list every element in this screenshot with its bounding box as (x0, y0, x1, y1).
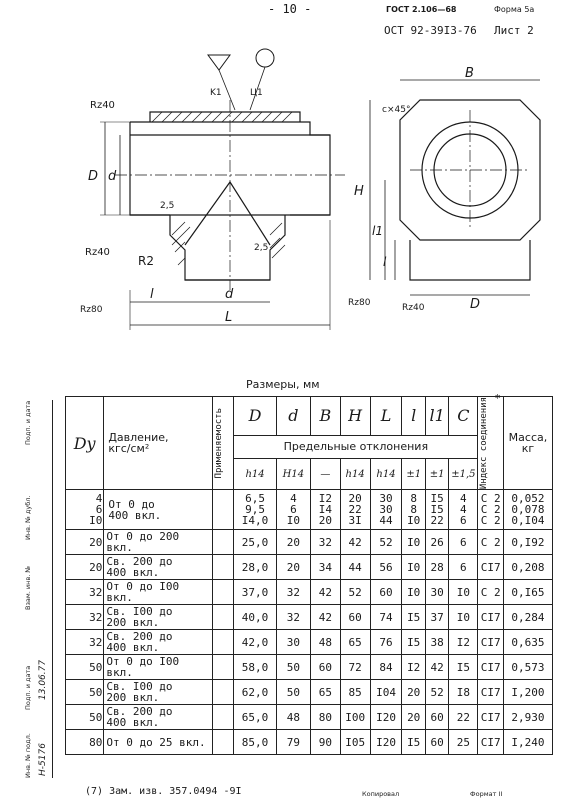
pressure-cell: От 0 до I00 вкл. (104, 580, 213, 605)
table-row (66, 730, 553, 755)
cell-d: 20 (276, 555, 310, 580)
signature-date: 13.06.77 (38, 659, 48, 700)
cell-H: I00 (340, 705, 370, 730)
cell-B: 90 (310, 730, 340, 755)
cell-l1: 60 (425, 705, 448, 730)
cell-d: 48 (276, 705, 310, 730)
cell-C: I5 (449, 655, 478, 680)
col-mass: Масса, кг (503, 397, 552, 490)
dim-d-label: d (108, 169, 117, 184)
roughness-label: Rz40 (85, 247, 110, 258)
form-ref: Форма 5а (494, 5, 535, 14)
col-D: D (234, 397, 277, 436)
spec-table (65, 392, 553, 755)
cell-C: 6 (449, 555, 478, 580)
technical-drawing (60, 40, 560, 385)
cell-d: 79 (276, 730, 310, 755)
cell-B: 48 (310, 630, 340, 655)
dy-cell: 50 (66, 705, 104, 730)
g1-l1: I5 I5 22 (425, 490, 448, 530)
cell-mass: 0,I92 (503, 530, 552, 555)
cell-index: СI7 (478, 605, 504, 630)
dim-c45-label: c×45° (382, 105, 411, 115)
table-row (66, 490, 553, 530)
g1-L: 30 30 44 (370, 490, 402, 530)
cell-index: С 2 (478, 530, 504, 555)
col-B: B (310, 397, 340, 436)
cell-l: I0 (402, 580, 425, 605)
cell-l: I0 (402, 555, 425, 580)
cell-l1: 60 (425, 730, 448, 755)
tri-label: Ц1 (250, 88, 263, 98)
dy-cell: 50 (66, 680, 104, 705)
dy-cell: 20 (66, 555, 104, 580)
cell-C: I2 (449, 630, 478, 655)
cell-l1: 42 (425, 655, 448, 680)
dy-cell: 32 (66, 630, 104, 655)
tolerance-header: Предельные отклонения (234, 435, 478, 458)
cell-mass: 0,573 (503, 655, 552, 680)
cell-d: 32 (276, 580, 310, 605)
cell-index: СI7 (478, 655, 504, 680)
cell-d: 32 (276, 605, 310, 630)
cell-mass: 2,930 (503, 705, 552, 730)
dim-D-right-label: D (470, 297, 481, 312)
cell-D: 25,0 (234, 530, 277, 555)
cell-L: 76 (370, 630, 402, 655)
cell-l1: 26 (425, 530, 448, 555)
cell-C: 22 (449, 705, 478, 730)
pressure-cell: Св. I00 до 200 вкл. (104, 680, 213, 705)
dim-l-label: l (150, 287, 154, 302)
dim-H-label: H (354, 184, 364, 199)
cell-d: 20 (276, 530, 310, 555)
cell-H: 52 (340, 580, 370, 605)
dim-B-label: B (465, 66, 474, 81)
col-d: d (276, 397, 310, 436)
col-pressure-label: Давление, (108, 431, 169, 445)
cell-l: 20 (402, 680, 425, 705)
cell-l: I2 (402, 655, 425, 680)
format-label: Формат II (470, 790, 503, 798)
col-applicability: Применяемость (212, 397, 233, 490)
cell-d: 50 (276, 680, 310, 705)
tol: H14 (276, 459, 310, 490)
cell-B: 34 (310, 555, 340, 580)
dy-cell: 32 (66, 605, 104, 630)
cell-H: 85 (340, 680, 370, 705)
cell-mass: I,240 (503, 730, 552, 755)
gost-ref: ГОСТ 2.106—68 (386, 5, 457, 14)
cell-index: СI7 (478, 730, 504, 755)
cell-D: 37,0 (234, 580, 277, 605)
cell-L: I20 (370, 705, 402, 730)
cell-index: С 2 (478, 580, 504, 605)
table-caption: Размеры, мм (246, 378, 320, 391)
cone (185, 182, 270, 245)
g1-D: 6,5 9,5 I4,0 (234, 490, 277, 530)
cell-l: I5 (402, 730, 425, 755)
cell-B: 60 (310, 655, 340, 680)
top-boss (150, 112, 300, 122)
roughness-label: Rz40 (402, 303, 425, 313)
pressure-cell: Св. 200 до 400 вкл. (104, 555, 213, 580)
dy-cell: 32 (66, 580, 104, 605)
cell-index: СI7 (478, 705, 504, 730)
cell-l1: 52 (425, 680, 448, 705)
radius-label: R2 (138, 254, 154, 268)
cell-L: 74 (370, 605, 402, 630)
cell-l: 20 (402, 705, 425, 730)
cell-C: 6 (449, 530, 478, 555)
cell-H: 65 (340, 630, 370, 655)
cell-D: 40,0 (234, 605, 277, 630)
cell-l1: 37 (425, 605, 448, 630)
change-note: (7) Зам. изв. 357.0494 -9I (85, 786, 242, 797)
pressure-cell: Св. I00 до 200 вкл. (104, 605, 213, 630)
dy-cell: 4 6 I0 (66, 490, 104, 530)
g1-H: 20 22 3I (340, 490, 370, 530)
applicability-cell (212, 530, 233, 555)
cell-l: I0 (402, 530, 425, 555)
cell-H: I05 (340, 730, 370, 755)
roughness-label: Rz80 (348, 298, 371, 308)
cell-B: 42 (310, 605, 340, 630)
cell-d: 50 (276, 655, 310, 680)
cell-L: 60 (370, 580, 402, 605)
cell-B: 32 (310, 530, 340, 555)
table-row (66, 530, 553, 555)
g1-l: 8 8 I0 (402, 490, 425, 530)
cell-L: 56 (370, 555, 402, 580)
cell-C: I8 (449, 680, 478, 705)
table-row (66, 605, 553, 630)
cell-l1: 30 (425, 580, 448, 605)
cell-L: I04 (370, 680, 402, 705)
cell-C: I0 (449, 580, 478, 605)
inventory-number: Н-5176 (38, 743, 48, 776)
col-pressure-unit: кгс/см² (108, 442, 150, 456)
cell-index: СI7 (478, 555, 504, 580)
table-row (66, 680, 553, 705)
cell-H: 60 (340, 605, 370, 630)
applicability-cell (212, 730, 233, 755)
side-label: Подп. и дата (24, 400, 32, 445)
page-number: - 10 - (268, 2, 312, 16)
cell-mass: 0,I65 (503, 580, 552, 605)
dim-l-right-label: l (383, 255, 387, 269)
tol: h14 (370, 459, 402, 490)
cell-D: 42,0 (234, 630, 277, 655)
tol: ±1 (425, 459, 448, 490)
table-row (66, 705, 553, 730)
cell-C: I0 (449, 605, 478, 630)
g1-index: С 2 С 2 С 2 (478, 490, 504, 530)
cell-d: 30 (276, 630, 310, 655)
cell-mass: 0,635 (503, 630, 552, 655)
tri-label: K1 (210, 88, 222, 98)
side-label: Инв. № дубл. (24, 495, 32, 540)
tol: — (310, 459, 340, 490)
cell-D: 58,0 (234, 655, 277, 680)
cell-L: I20 (370, 730, 402, 755)
cell-B: 65 (310, 680, 340, 705)
applicability-cell (212, 555, 233, 580)
dy-cell: 50 (66, 655, 104, 680)
cell-index: СI7 (478, 680, 504, 705)
cell-B: 42 (310, 580, 340, 605)
g1-B: I2 I4 20 (310, 490, 340, 530)
col-index: Индекс соединения * (478, 397, 504, 490)
applicability-cell (212, 490, 233, 530)
cell-mass: 0,284 (503, 605, 552, 630)
side-label: Подп. и дата (24, 665, 32, 710)
pressure-cell: Св. 200 до 400 вкл. (104, 630, 213, 655)
roughness-label: Rz80 (80, 305, 103, 315)
table-row (66, 580, 553, 605)
copied-label: Копировал (362, 790, 400, 798)
applicability-cell (212, 655, 233, 680)
pressure-cell: От 0 до 25 вкл. (104, 730, 213, 755)
side-label: Взам. инв. № (24, 565, 32, 610)
cell-D: 85,0 (234, 730, 277, 755)
tol: ±1,5 (449, 459, 478, 490)
cell-C: 25 (449, 730, 478, 755)
pressure-cell: Св. 200 до 400 вкл. (104, 705, 213, 730)
side-label: Инв. № подл. (24, 733, 32, 778)
col-l: l (402, 397, 425, 436)
side-strip (22, 400, 53, 778)
applicability-cell (212, 580, 233, 605)
pressure-cell: От 0 до 400 вкл. (104, 490, 213, 530)
dim-D-label: D (88, 169, 99, 184)
cell-H: 42 (340, 530, 370, 555)
g1-C: 4 4 6 (449, 490, 478, 530)
table-row (66, 630, 553, 655)
cell-l1: 28 (425, 555, 448, 580)
table-row (66, 655, 553, 680)
cell-H: 72 (340, 655, 370, 680)
cell-L: 84 (370, 655, 402, 680)
pressure-cell: От 0 до I00 вкл. (104, 655, 213, 680)
table-row (66, 555, 553, 580)
dim-d2-label: d (225, 287, 234, 302)
tol: h14 (234, 459, 277, 490)
g1-d: 4 6 I0 (276, 490, 310, 530)
cell-l: I5 (402, 630, 425, 655)
col-C: C (449, 397, 478, 436)
cell-D: 62,0 (234, 680, 277, 705)
col-H: H (340, 397, 370, 436)
index-star: * (494, 392, 501, 405)
cell-B: 80 (310, 705, 340, 730)
dim-L-label: L (225, 310, 233, 325)
col-dy: Dy (66, 397, 104, 490)
col-l1: l1 (425, 397, 448, 436)
dy-cell: 20 (66, 530, 104, 555)
cell-L: 52 (370, 530, 402, 555)
roughness-label: Rz40 (90, 100, 115, 111)
applicability-cell (212, 605, 233, 630)
chamfer-label: 2,5 (254, 243, 269, 253)
cell-mass: 0,208 (503, 555, 552, 580)
cell-D: 28,0 (234, 555, 277, 580)
cell-H: 44 (340, 555, 370, 580)
applicability-cell (212, 705, 233, 730)
tol: ±1 (402, 459, 425, 490)
right-view-base (410, 240, 530, 280)
chamfer-label: 2,5 (160, 201, 175, 211)
g1-mass: 0,052 0,078 0,I04 (503, 490, 552, 530)
applicability-cell (212, 630, 233, 655)
pressure-cell: От 0 до 200 вкл. (104, 530, 213, 555)
document-code: ОСТ 92-39I3-76 (384, 24, 477, 37)
applicability-cell (212, 680, 233, 705)
col-L: L (370, 397, 402, 436)
col-pressure (104, 397, 213, 490)
cell-index: СI7 (478, 630, 504, 655)
cell-mass: I,200 (503, 680, 552, 705)
dim-l1-label: l1 (372, 224, 383, 238)
dy-cell: 80 (66, 730, 104, 755)
cell-l: I5 (402, 605, 425, 630)
tol: h14 (340, 459, 370, 490)
cell-D: 65,0 (234, 705, 277, 730)
cell-l1: 38 (425, 630, 448, 655)
sheet-number: Лист 2 (494, 24, 534, 37)
